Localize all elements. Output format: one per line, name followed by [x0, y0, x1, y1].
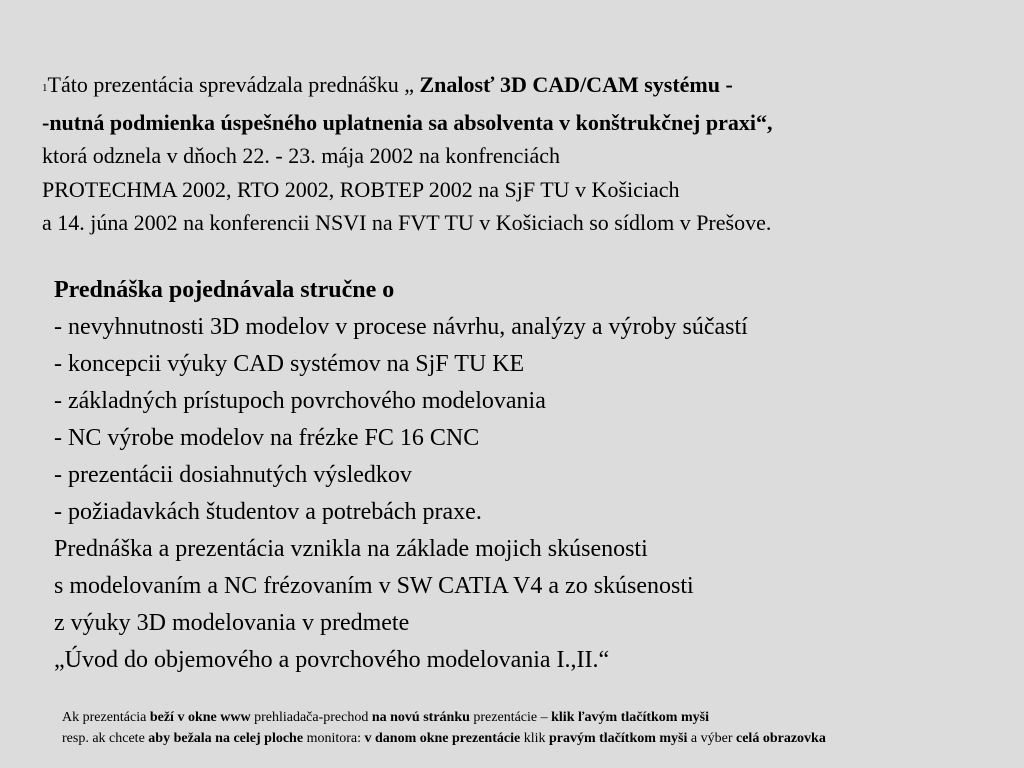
instr-seg: monitora: [303, 731, 365, 746]
intro-line-4: PROTECHMA 2002, RTO 2002, ROBTEP 2002 na SjF TU v Košiciach [42, 176, 680, 202]
instr-seg: prehliadača-prechod [250, 710, 372, 725]
summary-item: - prezentácii dosiahnutých výsledkov [54, 462, 412, 488]
summary-item: - koncepcii výuky CAD systémov na SjF TU KE [54, 351, 525, 377]
summary-item: - požiadavkách študentov a potrebách praxe. [54, 499, 482, 525]
instr-seg: Ak prezentácia [62, 710, 150, 725]
instructions-line-1 [62, 707, 1012, 728]
closing-line: Prednáška a prezentácia vznikla na základe mojich skúsenosti [54, 536, 648, 562]
instr-seg: prezentácie – [469, 710, 552, 725]
lecture-title-part-2: -nutná podmienka úspešného uplatnenia sa absolventa v konštrukčnej praxi“, [42, 109, 773, 135]
closing-line: „Úvod do objemového a povrchového modelovania I.,II.“ [54, 647, 610, 673]
instr-seg: a výber [687, 731, 736, 746]
instructions-line-2 [62, 728, 1012, 749]
summary-heading: Prednáška pojednávala stručne o [54, 277, 395, 303]
instr-seg: resp. ak chcete [62, 731, 149, 746]
intro-line-3: ktorá odznela v dňoch 22. - 23. mája 2002 na konfrenciách [42, 143, 561, 168]
navigation-instructions [62, 707, 1012, 749]
instr-seg-bold: pravým tlačítkom myši [548, 731, 688, 746]
summary-item: - základných prístupoch povrchového modelovania [54, 388, 546, 414]
closing-line: s modelovaním a NC frézovaním v SW CATIA V4 a zo skúsenosti [54, 573, 694, 599]
instr-seg-bold: na novú stránku [371, 710, 470, 725]
lecture-summary [54, 272, 1014, 679]
intro-paragraph [42, 68, 1012, 240]
intro-line-5: a 14. júna 2002 na konferencii NSVI na FVT TU v Košiciach so sídlom v Prešove. [42, 210, 772, 235]
footnote-marker: 1 [42, 82, 48, 94]
intro-line-2 [42, 106, 1012, 140]
lecture-title-part-1: Znalosť 3D CAD/CAM systému - [419, 72, 733, 97]
closing-line: z výuky 3D modelovania v predmete [54, 610, 410, 636]
instr-seg: klik [520, 731, 549, 746]
instr-seg-bold: celá obrazovka [736, 731, 826, 746]
instr-seg-bold: v danom okne prezentácie [364, 731, 521, 746]
summary-item: - NC výrobe modelov na frézke FC 16 CNC [54, 425, 480, 451]
instr-seg-bold: klik ľavým tlačítkom myši [551, 710, 709, 725]
instr-seg-bold: beží v okne www [149, 710, 251, 725]
intro-line-1-text: Táto prezentácia sprevádzala prednášku „ [47, 72, 420, 97]
instr-seg-bold: aby bežala na celej ploche [148, 731, 304, 746]
summary-item: - nevyhnutnosti 3D modelov v procese návrhu, analýzy a výroby súčastí [54, 314, 748, 340]
intro-line-1 [42, 68, 1012, 106]
